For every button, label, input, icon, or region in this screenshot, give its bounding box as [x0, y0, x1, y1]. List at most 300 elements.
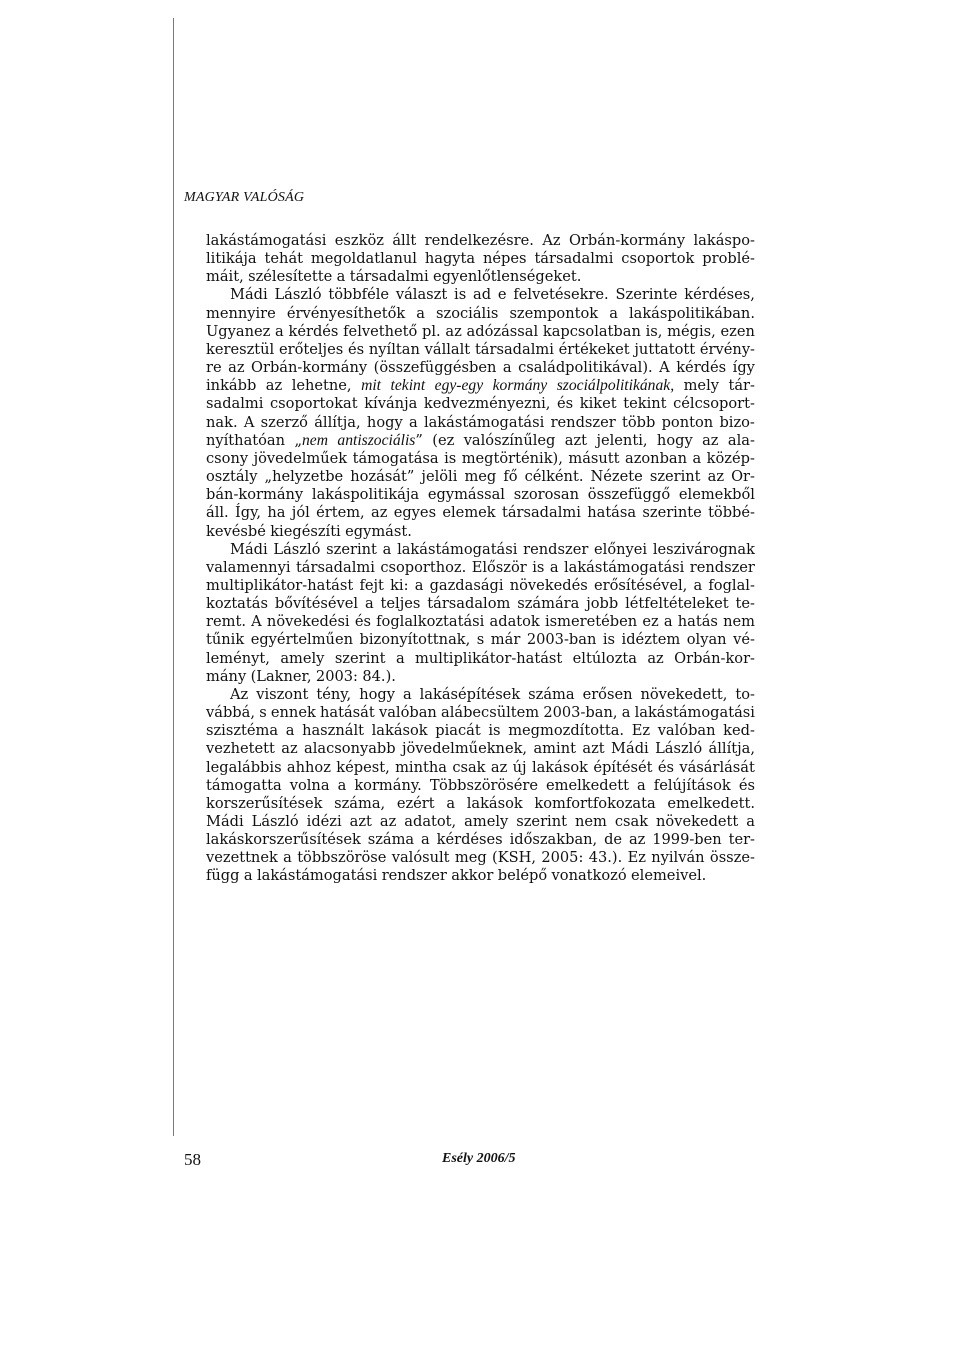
word: 43.). [588, 849, 623, 867]
word: legalábbis [206, 758, 282, 776]
word: azt [349, 813, 372, 830]
word: kevésbé [206, 522, 266, 540]
word: az [647, 649, 664, 667]
text-line [206, 777, 755, 795]
word: így [732, 359, 755, 377]
word: tár- [728, 377, 755, 395]
word: kérdés [676, 359, 727, 377]
word: kiegészíti [270, 522, 341, 540]
word: hagyta [424, 250, 476, 268]
word: Orbán-kormány [251, 359, 368, 377]
word: eltúlozta [572, 649, 637, 667]
text-line [206, 541, 755, 559]
word: idéztem [621, 631, 681, 649]
word: Ez [631, 722, 651, 740]
word: a [637, 776, 646, 794]
word: lakások [531, 758, 588, 776]
word: új [512, 758, 527, 776]
word: Ez [627, 849, 646, 867]
word: értékeket [558, 340, 630, 358]
word: időszakban, [509, 831, 598, 849]
word: Többszörösére [429, 776, 538, 794]
word: társadalmi [501, 504, 581, 522]
word: ponton [661, 413, 714, 431]
word [435, 377, 483, 395]
word: állítja, [314, 413, 361, 431]
word: előnyei [594, 540, 648, 558]
word: a [275, 322, 284, 340]
word: Mádi [611, 740, 649, 758]
word: jól [291, 504, 310, 522]
word: az [445, 322, 462, 340]
word: csoportokat [270, 395, 358, 413]
word: jelöli [421, 468, 458, 486]
text-line [206, 268, 755, 286]
word: támogatása [352, 449, 439, 467]
word: akkor [451, 867, 494, 885]
text-line [206, 813, 755, 831]
word: ez [642, 613, 659, 631]
word: Mádi [206, 813, 244, 830]
word: az [628, 831, 646, 849]
italic-text: kormány [492, 377, 548, 395]
word: László [273, 540, 321, 558]
text-line [206, 341, 755, 359]
word: volna [289, 776, 330, 794]
word: bizo- [719, 413, 755, 431]
word: a [446, 794, 456, 812]
word: szerint [334, 649, 386, 667]
italic-text: szociálpolitikának, [556, 377, 675, 395]
word: egymással [427, 486, 505, 504]
word: 2003-ban, [543, 704, 618, 722]
word: lakások [466, 794, 523, 812]
word: azt [564, 431, 588, 449]
word: erőteljes [278, 340, 344, 358]
word: nak. [206, 413, 238, 431]
word: mintha [395, 758, 447, 776]
word: az [702, 431, 719, 449]
word: lakástámogatási [563, 558, 685, 576]
word: vásárlását [679, 758, 755, 776]
word: hatását [320, 704, 375, 722]
word: „helyzetbe [264, 468, 344, 486]
word: emelkedett. [667, 794, 755, 812]
italic-text: mit [361, 377, 382, 395]
word: ezért [396, 794, 435, 812]
text-line [206, 559, 755, 577]
text-line [206, 613, 755, 631]
word: száma [367, 831, 415, 849]
word: 2003: [315, 667, 358, 685]
word: multiplikátor-hatást [415, 649, 563, 667]
word: remt. [206, 613, 246, 631]
word: elemek [442, 504, 496, 522]
text-line [206, 286, 755, 304]
word: problé- [702, 250, 755, 268]
word: szociális [436, 304, 499, 322]
word: állítja, [708, 740, 755, 758]
word: kapcsolatban [542, 322, 641, 340]
word: a [408, 413, 418, 431]
word: keresztül [206, 340, 275, 358]
word: ked- [723, 722, 755, 740]
word: rendszer [381, 867, 447, 885]
word: rendszer [689, 558, 755, 576]
word: a [609, 304, 618, 322]
word: leszivárognak [652, 540, 755, 558]
word: s [476, 631, 485, 649]
word: valószínűleg [463, 431, 556, 449]
word: jövedelműek [253, 449, 348, 467]
word: az [265, 377, 283, 395]
italic-text: egy-egy [434, 377, 484, 395]
word: vállalt [424, 340, 471, 358]
word: felvetésekre. [513, 286, 609, 304]
word: tehát [264, 250, 304, 268]
word: szerint [516, 813, 567, 830]
word: kívánja [364, 395, 418, 413]
word: kedvezményezni, [423, 395, 551, 413]
word: kérdéses [436, 831, 503, 849]
word: belépő [497, 867, 548, 885]
word: valamennyi [206, 558, 291, 576]
word: is [444, 449, 457, 467]
word: bővítésével [274, 595, 359, 613]
word: szisztéma [206, 722, 279, 740]
word: László [251, 813, 299, 830]
word: összefüggő [587, 486, 671, 504]
word: azonban [625, 449, 688, 467]
word: 2005: [541, 849, 584, 867]
word: jövedelműeknek, [402, 740, 528, 758]
word: kérdéses, [684, 286, 755, 304]
word: nyilván [651, 849, 705, 867]
word: célcsoport- [673, 395, 755, 413]
word: lakástámogatási [397, 540, 518, 558]
word: érvény- [699, 340, 755, 358]
text-line [206, 395, 755, 413]
word: mégis, [667, 322, 716, 340]
word: multiplikátor-hatást [206, 576, 354, 594]
word: az [490, 758, 508, 776]
word: (összefüggésben [373, 359, 497, 377]
word: vonatkozó [551, 867, 627, 885]
word: és [354, 613, 371, 631]
word: „nem [294, 431, 328, 449]
word: csoportok [621, 250, 695, 268]
text-line [206, 831, 755, 849]
text-line [206, 504, 755, 522]
word: adatot, [404, 813, 457, 830]
word: kiket [579, 395, 617, 413]
word: litikája [206, 250, 257, 268]
word: Orbán-kormány [568, 232, 686, 249]
word: növekedés [509, 576, 588, 594]
word: másutt [568, 449, 620, 467]
text-line [206, 359, 755, 377]
word: pl. [422, 322, 441, 340]
word: ennek [270, 704, 316, 722]
word: rendszer [550, 413, 616, 431]
word: létfeltételeket [625, 595, 729, 613]
word: hozását” [350, 468, 415, 486]
word: a [283, 849, 292, 867]
word: ha [267, 504, 286, 522]
word: szélesítette [248, 268, 333, 286]
word: a [746, 813, 755, 830]
word: növekedett [656, 813, 739, 830]
word: célként. [524, 468, 584, 486]
word: elemekből [678, 486, 755, 504]
word: építését [593, 758, 653, 776]
margin-rule [173, 18, 174, 1136]
word: ahhoz [286, 758, 331, 776]
word: az [281, 740, 298, 758]
word: a [364, 595, 374, 613]
word: elemeivel. [631, 867, 707, 885]
word: érvényesíthetők [286, 304, 406, 322]
word: Az [230, 685, 249, 703]
word: szerint [649, 468, 701, 486]
word: hogy [656, 431, 693, 449]
word: tekint [623, 395, 667, 413]
word: inkább [206, 377, 257, 395]
word: megmozdította. [508, 722, 625, 740]
word: egyes [393, 504, 437, 522]
word: a [621, 704, 631, 722]
word: jelenti, [596, 431, 648, 449]
word: támogatta [206, 776, 282, 794]
word: lakástámogatási [634, 704, 755, 722]
word: amely [280, 649, 325, 667]
word: megoldatlanul [310, 250, 417, 268]
word: lakáspo- [693, 232, 755, 249]
word: ter- [728, 831, 755, 849]
text-line [206, 795, 755, 813]
word: alacsonyabb [304, 740, 396, 758]
word: is [488, 722, 501, 740]
word: rendelkezésre. [424, 232, 534, 249]
word: kormány. [354, 776, 422, 794]
word: megtörténik), [461, 449, 563, 467]
word: bizonyítottnak, [359, 631, 471, 649]
word: felvethető [343, 322, 418, 340]
word: a [502, 359, 512, 377]
word: amint [533, 740, 576, 758]
word [361, 377, 381, 395]
word: adózással [466, 322, 539, 340]
text-line [206, 595, 755, 613]
word: 2003-ban [526, 631, 597, 649]
word: több [621, 413, 656, 431]
word: viszont [256, 685, 309, 703]
word: használt [302, 722, 364, 740]
word: a [421, 831, 430, 849]
word: (Lakner, [250, 667, 312, 685]
word: többszöröse [297, 849, 387, 867]
word: társadalom [427, 595, 511, 613]
word: lakáskorszerűsítések [206, 831, 361, 849]
word: csak [614, 813, 649, 830]
text-line [206, 759, 755, 777]
page-number: 58 [184, 1150, 201, 1169]
word: eszköz [334, 232, 384, 249]
word: amely [464, 813, 509, 830]
italic-text: antiszociális [337, 431, 416, 449]
word: vábbá, [206, 704, 255, 722]
text-line [206, 577, 755, 595]
word: és [657, 758, 674, 776]
text-line [206, 323, 755, 341]
word: szerint [326, 540, 377, 558]
word: számára [517, 595, 580, 613]
word: lakások [371, 722, 428, 740]
word: képest, [336, 758, 390, 776]
word: Ugyanez [206, 322, 271, 340]
word: növekedett, [640, 685, 728, 703]
word: ad [473, 286, 492, 304]
word: értem, [316, 504, 365, 522]
word: ezen [720, 322, 755, 340]
word: (KSH, [492, 849, 536, 867]
word: Szerinte [615, 286, 678, 304]
word: közép- [706, 449, 755, 467]
word: vezettnek [206, 849, 278, 867]
word: erősítésével, [593, 576, 688, 594]
word: A [243, 413, 255, 431]
word: hogy [359, 685, 395, 703]
word: hogy [366, 413, 403, 431]
word: A [251, 613, 262, 631]
word: a [663, 613, 673, 631]
word: egyértelműen [250, 631, 353, 649]
word: foglal- [708, 576, 755, 594]
word: a [285, 722, 295, 740]
word: fejt [359, 576, 384, 594]
word: is, [645, 322, 663, 340]
word: népes [483, 250, 527, 268]
word: többé- [708, 504, 755, 522]
word: ala- [727, 431, 755, 449]
word: lakástámogatási [423, 413, 545, 431]
text-line [206, 250, 755, 268]
italic-text: nem [302, 431, 328, 449]
running-head: MAGYAR VALÓSÁG [184, 190, 305, 205]
word: a [692, 449, 702, 467]
word: csoporthoz. [380, 558, 467, 576]
word: Nézete [590, 468, 643, 486]
word: hatása [587, 504, 637, 522]
word: hatás [677, 613, 718, 631]
word: a [336, 268, 346, 286]
word: olyan [686, 631, 727, 649]
word: szorosan [513, 486, 580, 504]
text-line [206, 849, 755, 867]
word: 1999-ben [652, 831, 722, 849]
word [493, 377, 548, 395]
word: lakástámogatási [206, 232, 327, 249]
word: valóban [378, 704, 437, 722]
word: de [604, 831, 623, 849]
word: azt [582, 740, 605, 758]
word: csony [206, 449, 249, 467]
text-line [206, 686, 755, 704]
word: idézi [306, 813, 342, 830]
word [391, 377, 426, 395]
text-line [206, 305, 755, 323]
word: to- [735, 685, 755, 703]
word: nyíthatóan [206, 431, 286, 449]
text-line [206, 867, 755, 885]
word: csak [452, 758, 486, 776]
word: lakáspolitikája [311, 486, 420, 504]
word: máit, [206, 268, 244, 286]
word: tűnik [206, 631, 245, 649]
word: a [549, 558, 559, 576]
word: és [557, 395, 574, 413]
word: juttatott [634, 340, 696, 358]
word: lakásépítések [419, 685, 521, 703]
word: teljes [380, 595, 421, 613]
word: 84.). [362, 667, 396, 685]
word: nem [723, 613, 755, 631]
word: össze- [709, 849, 755, 867]
text-line [206, 722, 755, 740]
word: száma, [334, 794, 386, 812]
word: társadalmi [534, 250, 614, 268]
text-line [206, 232, 755, 250]
word: osztály [206, 468, 258, 486]
word: komfortfokozata [534, 794, 656, 812]
word: Mádi [230, 540, 268, 558]
word: a [382, 540, 392, 558]
text-line [206, 377, 755, 395]
word: a [337, 776, 347, 794]
word: A [659, 359, 670, 377]
word: (ez [432, 431, 455, 449]
word: Az [542, 232, 561, 249]
word: vezhetett [206, 740, 275, 758]
word: korszerűsítések [206, 794, 323, 812]
word: ki: [390, 576, 409, 594]
word: az [707, 468, 725, 486]
text-line [206, 414, 755, 432]
word: meg [454, 849, 487, 867]
word: Így, [235, 504, 262, 522]
word: száma [528, 685, 575, 703]
word: alábecsültem [441, 704, 540, 722]
word: valósult [391, 849, 450, 867]
word: meg [464, 468, 497, 486]
word: antiszociális” [337, 431, 423, 449]
journal-issue: Esély 2006/5 [442, 1151, 516, 1166]
word: növekedési [266, 613, 350, 631]
word: a [395, 649, 405, 667]
word: tény, [316, 685, 352, 703]
word: a [414, 576, 424, 594]
word: választ [395, 286, 448, 304]
word: lehetne, [291, 377, 352, 395]
italic-text: tekint [390, 377, 426, 395]
word: László [655, 740, 703, 758]
word: lakástámogatási [256, 867, 378, 885]
text-line [206, 486, 755, 504]
word: Or- [731, 468, 755, 486]
word: jobb [586, 595, 619, 613]
word: re [206, 359, 222, 377]
word: egyenlőtlenségeket. [433, 268, 582, 286]
